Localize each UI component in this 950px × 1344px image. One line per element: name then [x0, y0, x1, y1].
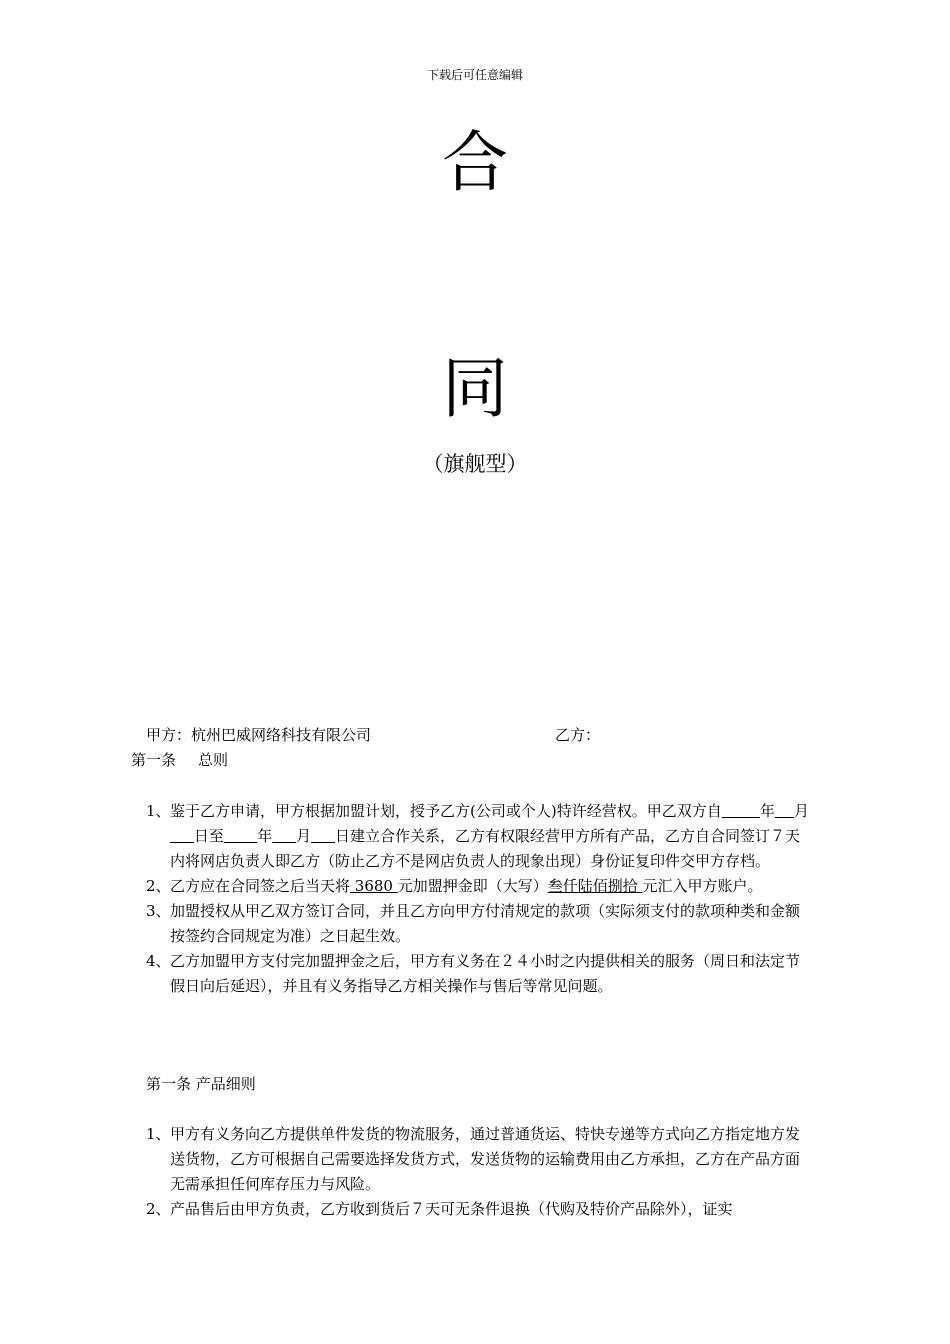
section-label: 第一条	[131, 751, 177, 769]
section-label: 第一条	[146, 1075, 192, 1093]
clause-item: 2、 产品售后由甲方负责，乙方收到货后７天可无条件退换（代购及特价产品除外），证实	[146, 1197, 811, 1222]
clause-number: 1、	[146, 802, 171, 820]
clause-number: 2、	[146, 1200, 171, 1218]
blank-field	[722, 802, 760, 820]
deposit-amount: 3680	[350, 877, 398, 895]
blank-field	[272, 827, 296, 845]
title-char-tong: 同	[442, 350, 508, 427]
section-title: 总则	[198, 751, 229, 769]
party-b: 乙方：	[555, 726, 601, 744]
party-a: 甲方：杭州巴威网络科技有限公司	[146, 726, 372, 744]
blank-field	[311, 827, 335, 845]
clause-item: 3、 加盟授权从甲乙双方签订合同，并且乙方向甲方付清规定的款项（实际须支付的款项种类和金额按签约合同规定为准）之日起生效。	[146, 899, 811, 949]
contract-subtitle: （旗舰型）	[422, 452, 528, 476]
blank-field	[224, 827, 257, 845]
clause-item: 1、 鉴于乙方申请，甲方根据加盟计划，授予乙方(公司或个人)特许经营权。甲乙双方自 年 月 日至 年 月 日建立合作关系，乙方有权限经营甲方所有产品，乙方自合同签订７天内将网店负责人即乙方（防止乙方不是网店负责人的现象出现）身份证复印件交甲方存档。	[146, 799, 811, 874]
parties-line	[146, 724, 846, 745]
blank-field	[775, 802, 794, 820]
clause-number: 2、	[146, 877, 171, 895]
blank-field	[170, 827, 194, 845]
clause-item: 4、 乙方加盟甲方支付完加盟押金之后，甲方有义务在２４小时之内提供相关的服务（周日和法定节假日向后延迟），并且有义务指导乙方相关操作与售后等常见问题。	[146, 949, 811, 999]
section-heading-general	[131, 749, 228, 770]
clause-item: 2、 乙方应在合同签之后当天将 3680 元加盟押金即（大写）叁仟陆佰捌拾 元汇入甲方账户。	[146, 874, 811, 899]
section-heading-products	[146, 1073, 256, 1094]
product-clauses	[146, 1122, 811, 1222]
title-char-he: 合	[442, 124, 508, 201]
section-title: 产品细则	[195, 1075, 256, 1093]
clause-number: 1、	[146, 1125, 171, 1143]
header-note: 下载后可任意编辑	[426, 68, 523, 82]
clause-item: 1、 甲方有义务向乙方提供单件发货的物流服务，通过普通货运、特快专递等方式向乙方指定地方发送货物，乙方可根据自己需要选择发货方式，发送货物的运输费用由乙方承担，乙方在产品方面无需承担任何库存压力与风险。	[146, 1122, 811, 1197]
general-clauses	[146, 799, 811, 999]
deposit-amount-upper: 叁仟陆佰捌拾	[547, 877, 643, 895]
clause-number: 4、	[146, 952, 171, 970]
clause-number: 3、	[146, 902, 171, 920]
